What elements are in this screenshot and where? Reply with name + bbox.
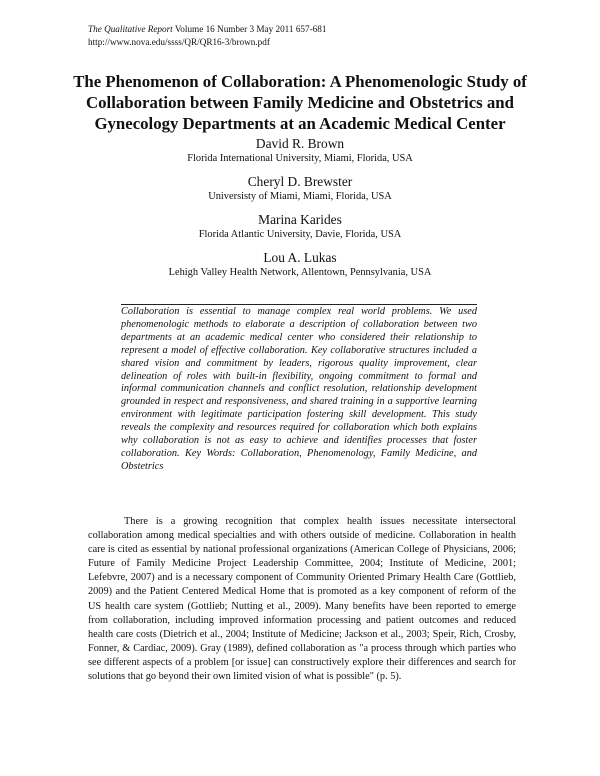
- author-affiliation: Florida Atlantic University, Davie, Florida, USA: [198, 229, 402, 240]
- author-affiliation: Lehigh Valley Health Network, Allentown, Pennsylvania, USA: [168, 267, 432, 278]
- author-name: David R. Brown: [255, 136, 345, 151]
- issue-info: Volume 16 Number 3 May 2011 657-681: [174, 24, 327, 34]
- paper-title: The Phenomenon of Collaboration: A Phenomenologic Study of Collaboration between Family Medicine and Obstetrics and Gynecology Departments at an Academic Medical Center: [73, 72, 527, 133]
- body-paragraph: There is a growing recognition that complex health issues necessitate intersectoral collaboration among medical specialties and with others outside of medicine. Collaboration in health care is cited as essential by national professional organizations (American College of Physicians, 2006; Future of Family Medicine Project Leadership Committee, 2004; Institute of Medicine, 2001; Lefebvre, 2007) and is a necessary component of Community Oriented Primary Health Care (Gottlieb, 2009) and the Patient Centered Medical Home that is promoted as a key component of reform of the US health care system (Gottlieb; Nutting et al., 2009). Many benefits have been reported to emerge from collaboration, including improved information processing and patient outcomes and reduced health care costs (Dietrich et al., 2004; Institute of Medicine; Jackson et al., 2003; Speir, Rich, Crosby, Fonner, & Cardiac, 2009). Gray (1989), defined collaboration as "a process through which parties who see different aspects of a problem [or issue] can constructively explore their differences and search for solutions that go beyond their own limited vision of what is possible" (p. 5).: [88, 516, 516, 683]
- journal-name: The Qualitative Report: [88, 24, 173, 34]
- running-header: [88, 23, 326, 48]
- author-block: [0, 136, 600, 165]
- author-block: [0, 250, 600, 279]
- author-block: [0, 174, 600, 203]
- author-block: [0, 212, 600, 241]
- author-affiliation: Florida International University, Miami, Florida, USA: [187, 153, 413, 164]
- author-affiliation: Universisty of Miami, Miami, Florida, USA: [208, 191, 392, 202]
- article-url: http://www.nova.edu/ssss/QR/QR16-3/brown.pdf: [88, 36, 270, 47]
- author-name: Cheryl D. Brewster: [247, 174, 353, 189]
- author-name: Lou A. Lukas: [263, 250, 337, 265]
- author-name: Marina Karides: [258, 212, 342, 227]
- abstract-divider: [121, 304, 477, 305]
- citation-line: [88, 23, 326, 36]
- abstract-text: Collaboration is essential to manage complex real world problems. We used phenomenologic methods to elaborate a description of collaboration between two departments at an academic medical center who considered their relationship to represent a model of effective collaboration. Key collaborative structures included a shared vision and commitment by leaders, rigorous quality improvement, clear delineation of roles with built-in flexibility, ongoing commitment to formal and informal communication channels and conflict resolution, relationship development grounded in respect and responsiveness, and shared training in a supportive learning environment with legitimate participation fostering skill development. This study reveals the complexity and resources required for collaboration which both explains why collaboration is not as easy to achieve and identifies processes that foster collaboration. Key Words: Collaboration, Phenomenology, Family Medicine, and Obstetrics: [121, 306, 477, 472]
- author-list: [0, 136, 600, 288]
